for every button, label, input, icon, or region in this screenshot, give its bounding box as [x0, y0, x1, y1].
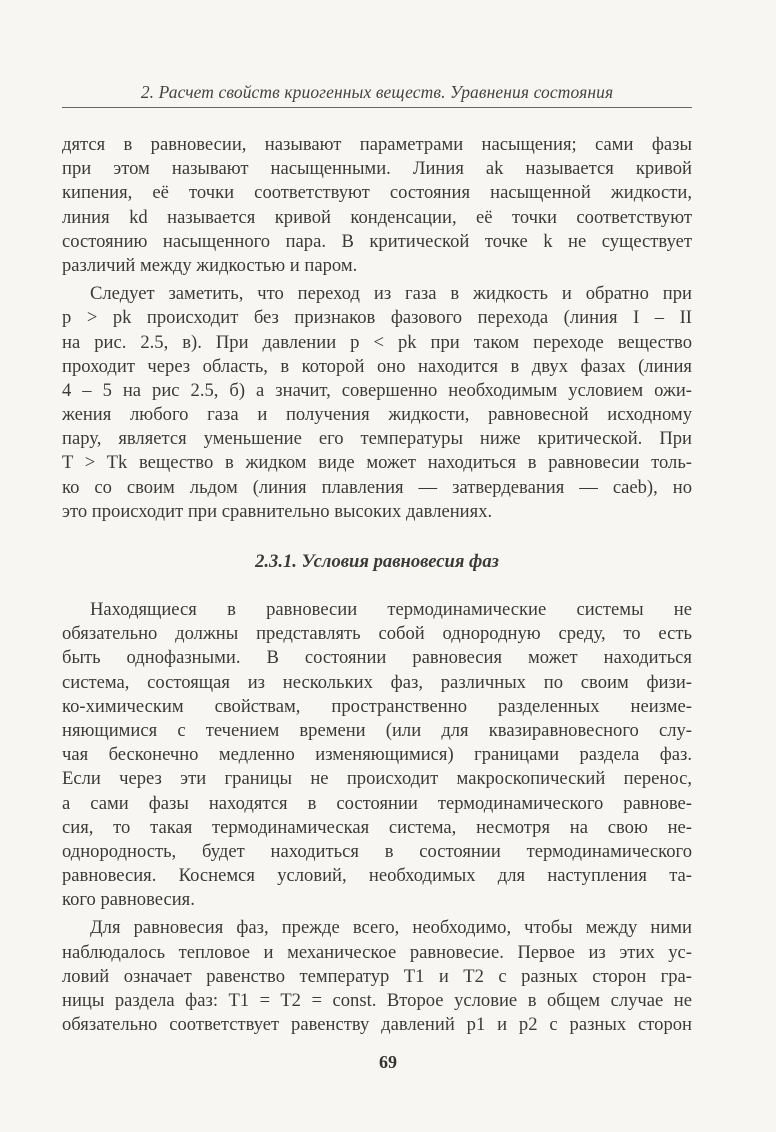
- text-line: ко-химическим свойствам, пространственно разделенных неизме-: [62, 695, 692, 717]
- text-line: дятся в равновесии, называют параметрами насыщения; сами фазы: [62, 134, 692, 155]
- text-line: при этом называют насыщенными. Линия ak называется кривой: [62, 158, 692, 180]
- text-line: ловий означает равенство температур T1 и T2 с разных сторон гра-: [62, 965, 692, 987]
- text-line: различий между жидкостью и паром.: [62, 254, 358, 276]
- text-line: наблюдалось тепловое и механическое равновесие. Первое из этих ус-: [62, 941, 692, 963]
- text-line: T > Tk вещество в жидком виде может находиться в равновесии толь-: [62, 452, 692, 474]
- text-line: обязательно должны представлять собой однородную среду, то есть: [62, 623, 692, 645]
- text-line: проходит через область, в которой оно находится в двух фазах (линия: [62, 355, 692, 377]
- header-rule: [62, 107, 692, 108]
- text-line: а сами фазы находятся в состоянии термодинамического равнове-: [62, 792, 692, 814]
- text-line: чая бесконечно медленно изменяющимися) границами раздела фаз.: [62, 744, 692, 766]
- text-line: ко со своим льдом (линия плавления — затвердевания — caeb), но: [62, 476, 692, 498]
- text-line: это происходит при сравнительно высоких давлениях.: [62, 500, 493, 522]
- text-line: на рис. 2.5, в). При давлении p < pk при таком переходе вещество: [62, 331, 692, 353]
- text-line: Для равновесия фаз, прежде всего, необходимо, чтобы между ними: [90, 917, 692, 939]
- text-line: пару, является уменьшение его температуры ниже критической. При: [62, 428, 692, 450]
- running-header: 2. Расчет свойств криогенных веществ. Уравнения состояния: [140, 82, 614, 102]
- text-line: няющимися с течением времени (или для квазиравновесного слу-: [62, 719, 692, 741]
- page-number: 69: [379, 1052, 397, 1072]
- text-line: кипения, её точки соответствуют состояния насыщенной жидкости,: [62, 182, 692, 204]
- text-line: Если через эти границы не происходит макроскопический перенос,: [62, 768, 692, 790]
- text-line: быть однофазными. В состоянии равновесия может находиться: [62, 647, 692, 669]
- text-line: 4 – 5 на рис 2.5, б) а значит, совершенно необходимым условием ожи-: [62, 379, 692, 401]
- text-line: ницы раздела фаз: T1 = T2 = const. Второе условие в общем случае не: [62, 990, 692, 1011]
- text-line: сия, то такая термодинамическая система, несмотря на свою не-: [62, 816, 692, 838]
- paragraph-2: [62, 282, 692, 524]
- text-line: состоянию насыщенного пара. В критической точке k не существует: [62, 230, 692, 252]
- section-heading: 2.3.1. Условия равновесия фаз: [255, 551, 499, 572]
- text-line: кого равновесия.: [62, 889, 195, 911]
- text-line: обязательно соответствует равенству давлений p1 и p2 с разных сторон: [62, 1014, 692, 1036]
- text-line: система, состоящая из нескольких фаз, различных по своим физи-: [62, 671, 692, 693]
- text-line: однородность, будет находиться в состоянии термодинамического: [62, 840, 692, 862]
- text-line: линия kd называется кривой конденсации, её точки соответствуют: [62, 206, 692, 228]
- text-line: p > pk происходит без признаков фазового перехода (линия I – II: [62, 307, 692, 329]
- page-body: [62, 133, 692, 1037]
- text-line: жения любого газа и получения жидкости, равновесной исходному: [62, 404, 692, 426]
- paragraph-4: [62, 916, 692, 1037]
- paragraph-1: [62, 133, 692, 278]
- paragraph-3: [62, 598, 692, 912]
- text-line: Находящиеся в равновесии термодинамические системы не: [90, 599, 692, 620]
- text-line: равновесия. Коснемся условий, необходимых для наступления та-: [62, 865, 692, 887]
- text-line: Следует заметить, что переход из газа в жидкость и обратно при: [90, 283, 692, 305]
